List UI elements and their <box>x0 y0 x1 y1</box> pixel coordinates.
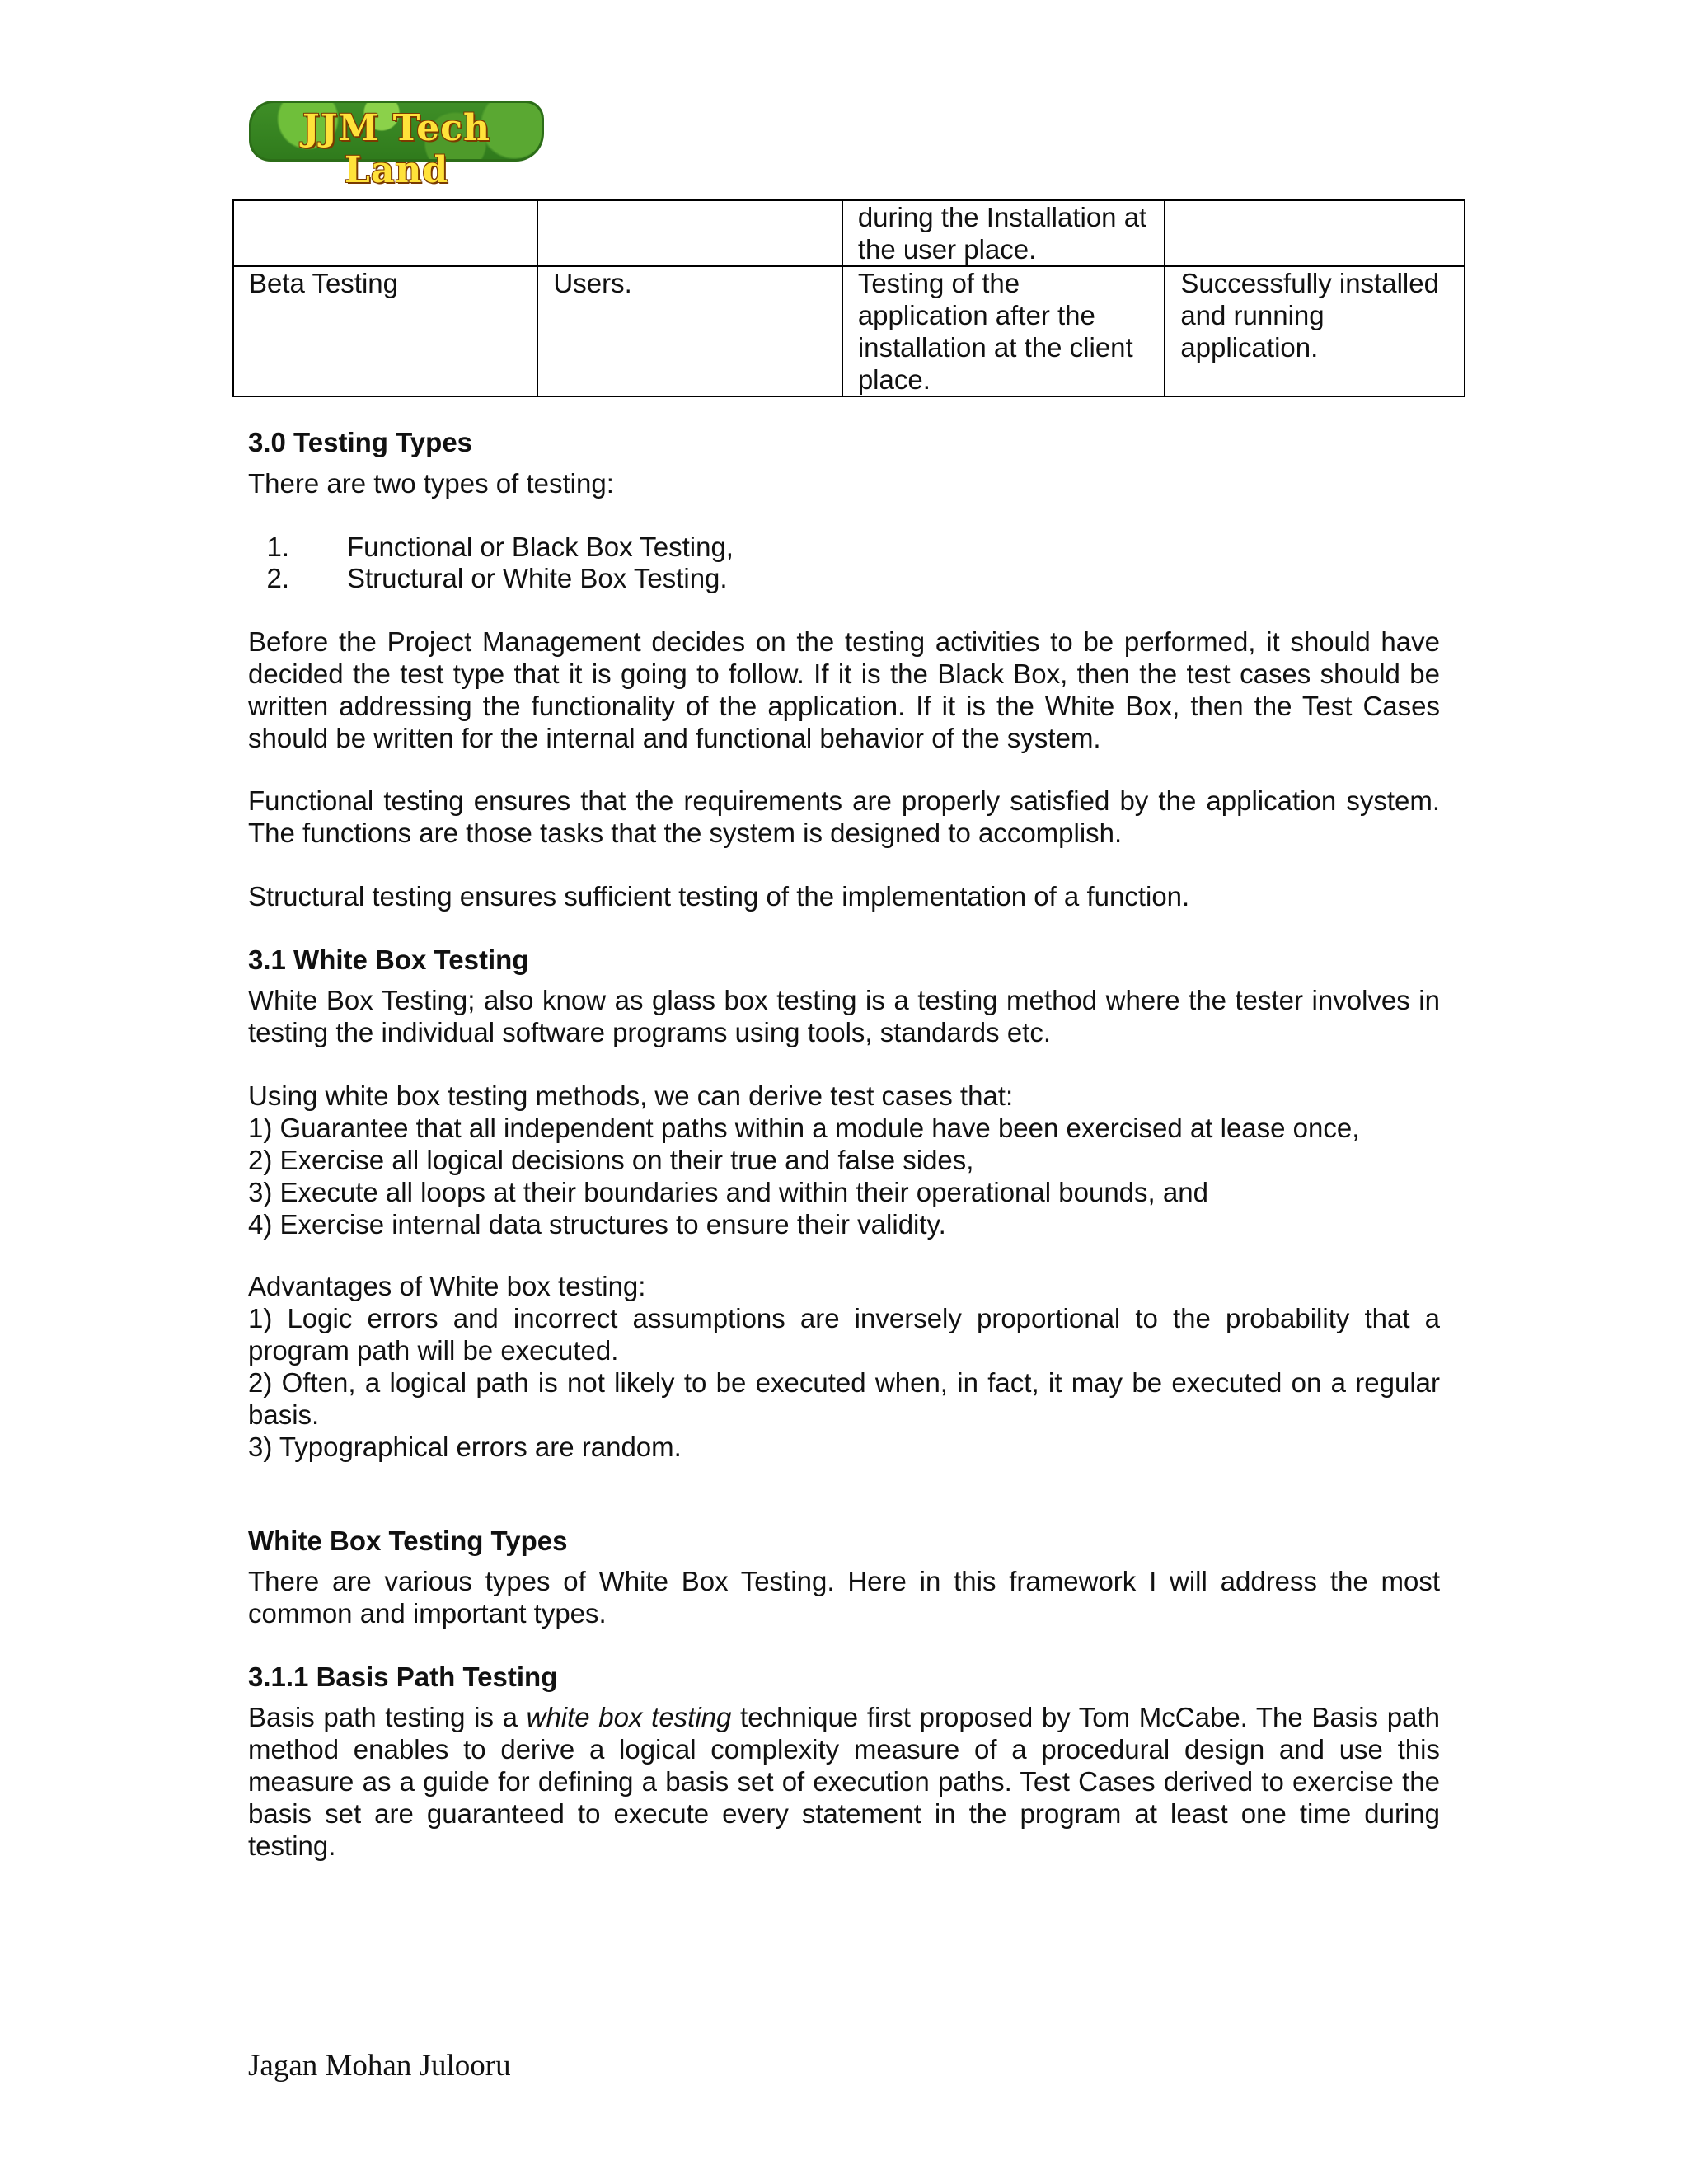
paragraph: Structural testing ensures sufficient testing of the implementation of a function. <box>248 881 1190 912</box>
section-heading: 3.0 Testing Types <box>248 427 473 457</box>
paragraph: Functional testing ensures that the requirements are properly satisfied by the application system. The functions are those tasks that the system is designed to accomplish. <box>248 785 1440 848</box>
list-item: 3) Execute all loops at their boundaries and within their operational bounds, and <box>248 1177 1208 1207</box>
paragraph: Advantages of White box testing: <box>248 1271 646 1301</box>
section-heading: 3.1 White Box Testing <box>248 944 529 975</box>
table-cell: Beta Testing <box>233 266 537 396</box>
list-item: 1) Guarantee that all independent paths within a module have been exercised at lease once, <box>248 1113 1360 1143</box>
footer-author: Jagan Mohan Julooru <box>248 2049 511 2083</box>
logo-text: JJM Tech Land <box>302 107 491 191</box>
list-item: 4) Exercise internal data structures to ensure their validity. <box>248 1209 946 1240</box>
section-heading: 3.1.1 Basis Path Testing <box>248 1661 558 1692</box>
paragraph <box>248 1701 1440 1862</box>
list-text: Structural or White Box Testing. <box>347 563 728 593</box>
list-item: 2) Often, a logical path is not likely to be executed when, in fact, it may be executed on a regular basis. <box>248 1367 1440 1430</box>
paragraph-text: technique first proposed by Tom McCabe. The Basis path method enables to derive a logical complexity measure of a procedural design and use this measure as a guide for defining a basis set of execution paths. Test Cases derived to exercise the basis set are guaranteed to execute every statement in the program at least one time during testing. <box>248 1702 1440 1861</box>
list-text: Functional or Black Box Testing, <box>347 532 734 562</box>
italic-term: white box testing <box>526 1702 732 1732</box>
list-item <box>248 562 1440 594</box>
list-item: 3) Typographical errors are random. <box>248 1432 682 1462</box>
table-cell <box>537 200 842 266</box>
paragraph-text: Basis path testing is a <box>248 1702 518 1732</box>
testing-table <box>232 199 1465 397</box>
table-cell: Successfully installed and running application. <box>1165 266 1465 396</box>
list-item: 2) Exercise all logical decisions on their true and false sides, <box>248 1145 974 1175</box>
paragraph: There are two types of testing: <box>248 468 614 499</box>
table-cell <box>233 200 537 266</box>
table-row <box>233 266 1465 396</box>
section-heading: White Box Testing Types <box>248 1526 568 1556</box>
list-item: 1) Logic errors and incorrect assumptions are inversely proportional to the probability that a program path will be executed. <box>248 1303 1440 1366</box>
table-row <box>233 200 1465 266</box>
table-cell <box>1165 200 1465 266</box>
paragraph: Using white box testing methods, we can derive test cases that: <box>248 1080 1014 1111</box>
paragraph: There are various types of White Box Testing. Here in this framework I will address the most common and important types. <box>248 1566 1440 1629</box>
list-item <box>248 531 1440 563</box>
table-cell: Testing of the application after the installation at the client place. <box>842 266 1165 396</box>
list-number: 2. <box>266 563 289 593</box>
table-cell: during the Installation at the user place. <box>842 200 1165 266</box>
advantages-block <box>248 1270 1440 1463</box>
paragraph: White Box Testing; also know as glass box testing is a testing method where the tester involves in testing the individual software programs using tools, standards etc. <box>248 985 1440 1047</box>
table-cell: Users. <box>537 266 842 396</box>
list-number: 1. <box>266 532 289 562</box>
derive-block <box>248 1080 1440 1240</box>
paragraph: Before the Project Management decides on the testing activities to be performed, it should have decided the test type that it is going to follow. If it is the Black Box, then the test cases should be written addressing the functionality of the application. If it is the White Box, then the Test Cases should be written for the internal and functional behavior of the system. <box>248 626 1440 753</box>
logo <box>249 101 544 191</box>
